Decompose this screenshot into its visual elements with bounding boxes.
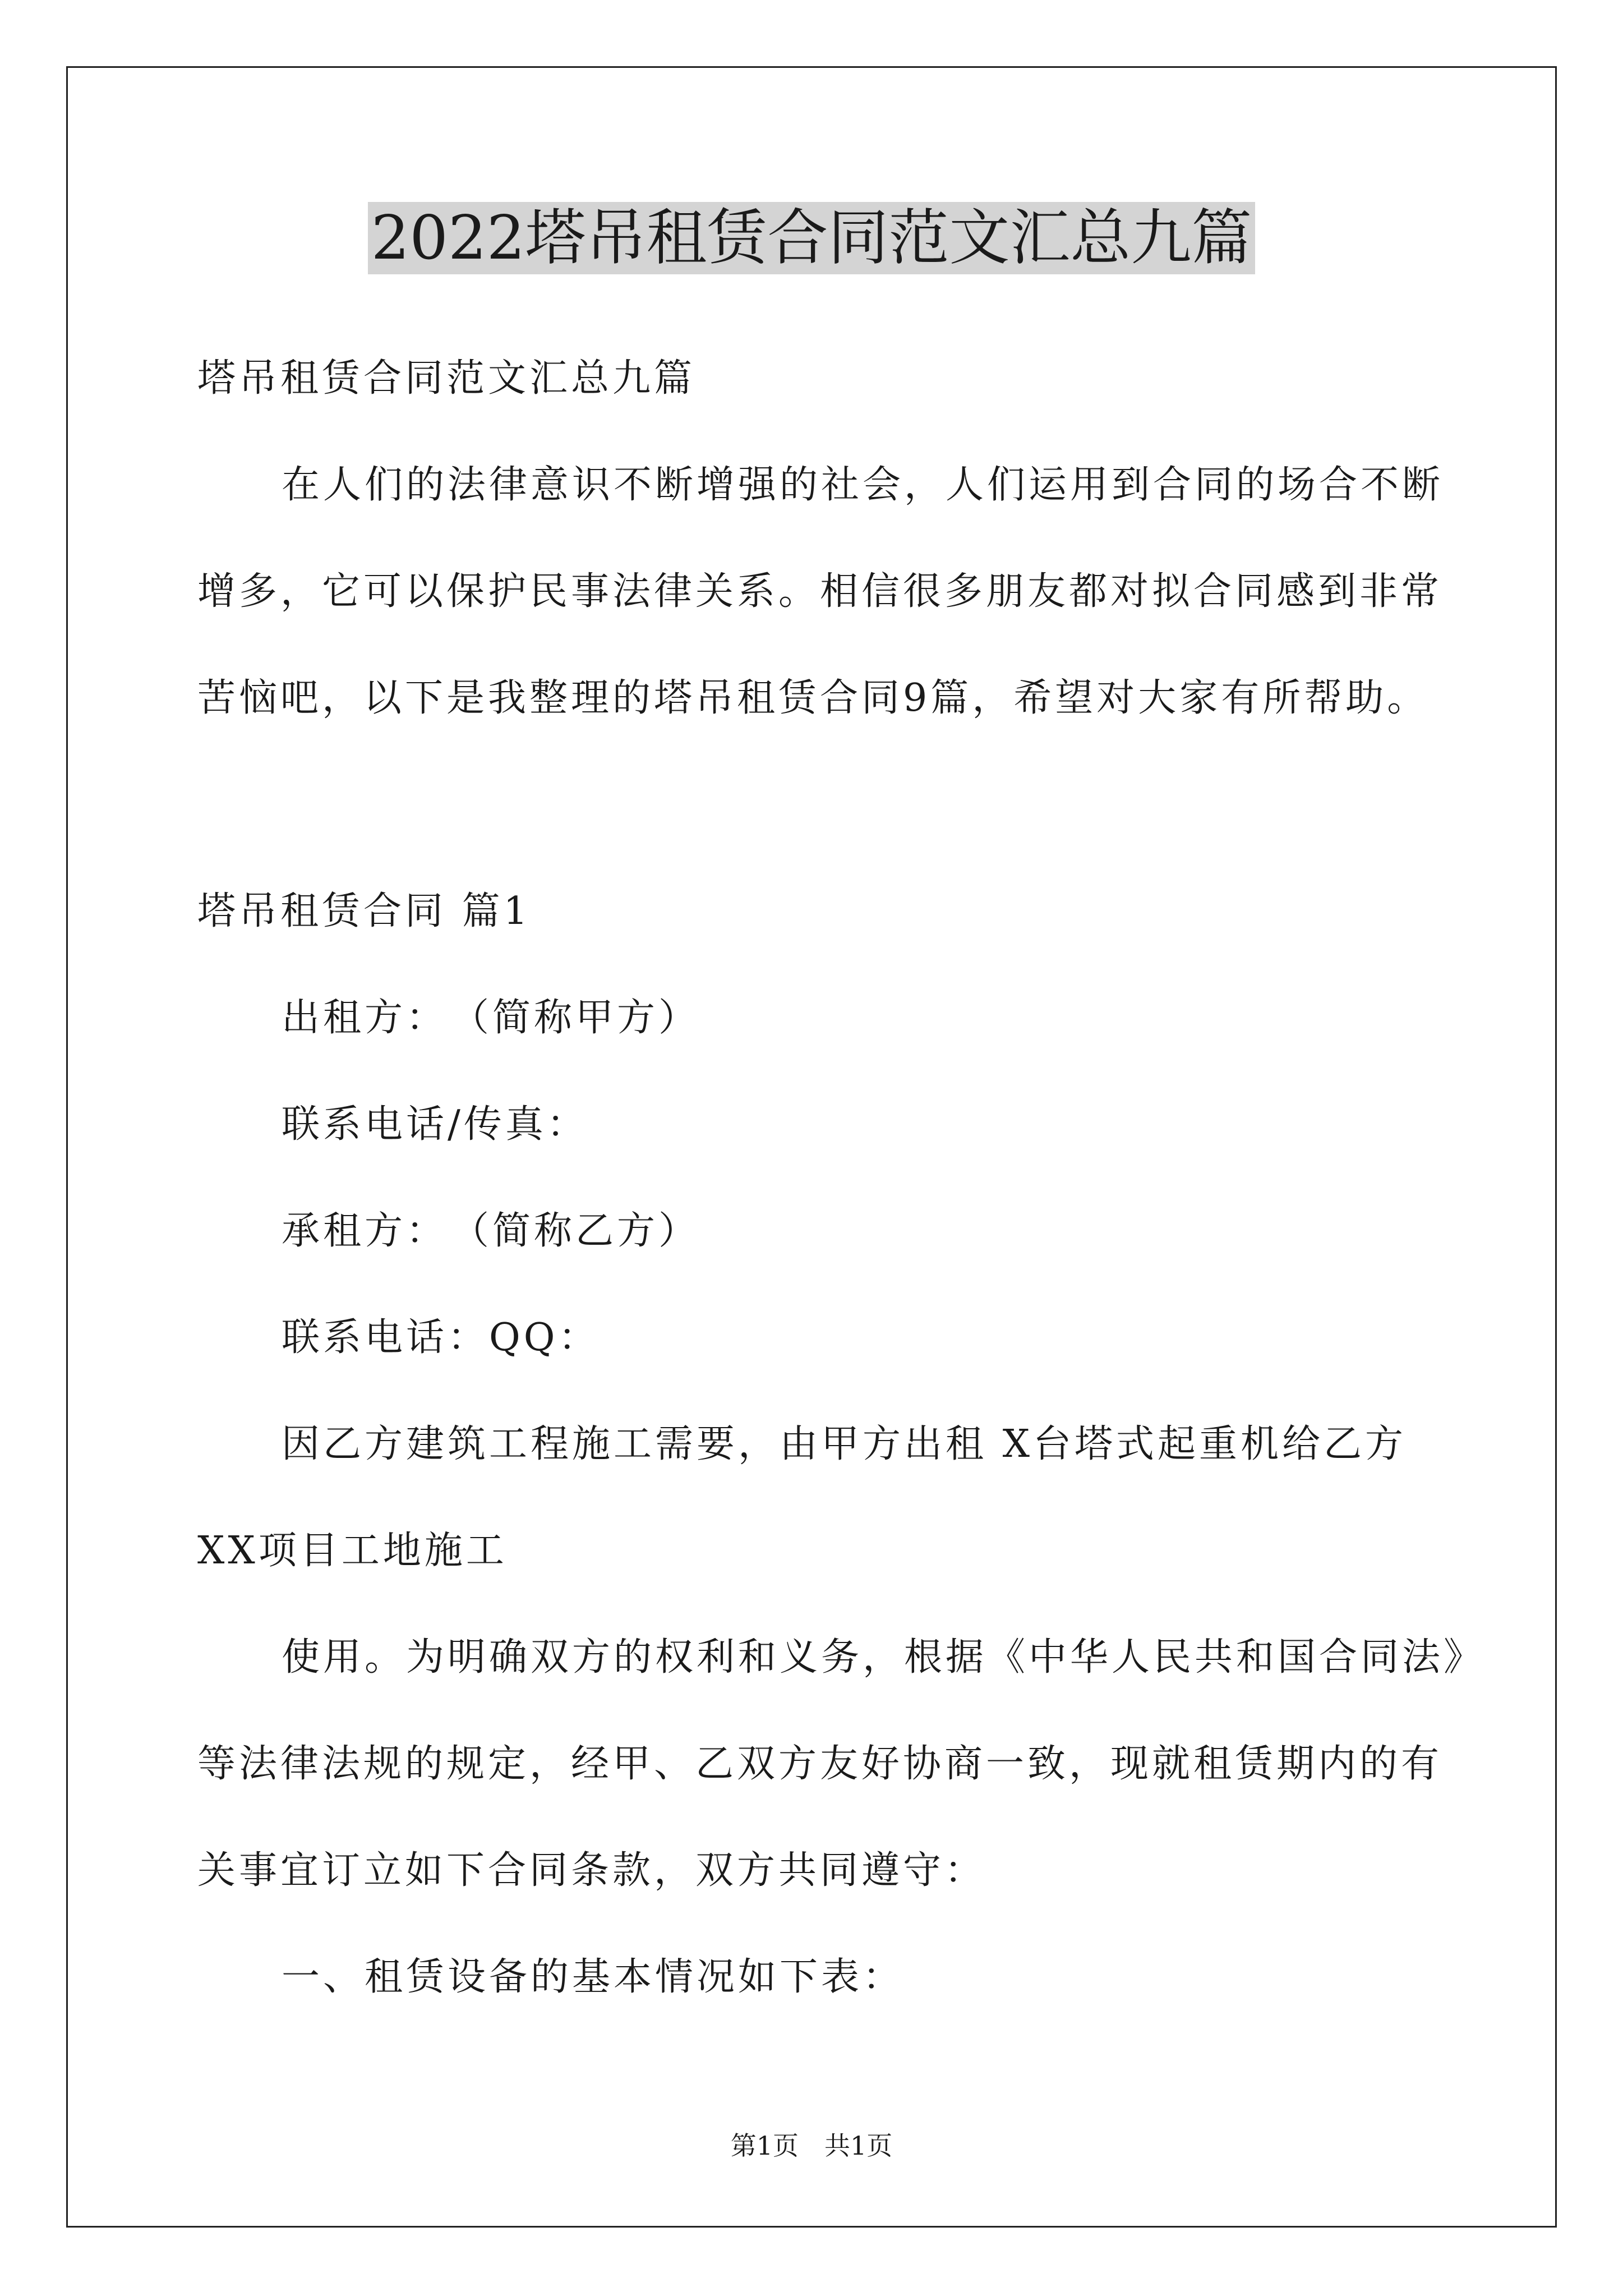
intro-paragraph-line-3: 苦恼吧，以下是我整理的塔吊租赁合同9篇，希望对大家有所帮助。 xyxy=(197,676,1429,720)
body-paragraph-line-1: 因乙方建筑工程施工需要，由甲方出租 X台塔式起重机给乙方 xyxy=(282,1422,1407,1466)
clause-one-line: 一、租赁设备的基本情况如下表： xyxy=(282,1955,905,1999)
section-heading: 塔吊租赁合同 篇1 xyxy=(197,889,531,933)
document-title xyxy=(0,196,1623,280)
page-footer: 第1页 共1页 xyxy=(730,2131,893,2161)
subtitle-line: 塔吊租赁合同范文汇总九篇 xyxy=(197,356,696,401)
body-paragraph-line-4: 等法律法规的规定，经甲、乙双方友好协商一致，现就租赁期内的有 xyxy=(197,1742,1443,1786)
intro-paragraph-line-1: 在人们的法律意识不断增强的社会，人们运用到合同的场合不断 xyxy=(282,463,1444,507)
body-paragraph-line-3: 使用。为明确双方的权利和义务，根据《中华人民共和国合同法》 xyxy=(282,1635,1486,1680)
lessee-line: 承租方： （简称乙方） xyxy=(282,1209,700,1253)
body-paragraph-line-5: 关事宜订立如下合同条款，双方共同遵守： xyxy=(197,1848,986,1893)
lessor-line: 出租方： （简称甲方） xyxy=(282,996,700,1040)
document-title-text: 2022塔吊租赁合同范文汇总九篇 xyxy=(368,202,1256,274)
lessor-contact-line: 联系电话/传真： xyxy=(282,1102,588,1147)
lessee-contact-line: 联系电话：QQ： xyxy=(282,1315,600,1360)
body-paragraph-line-2: XX项目工地施工 xyxy=(197,1529,508,1573)
intro-paragraph-line-2: 增多，它可以保护民事法律关系。相信很多朋友都对拟合同感到非常 xyxy=(197,569,1443,614)
